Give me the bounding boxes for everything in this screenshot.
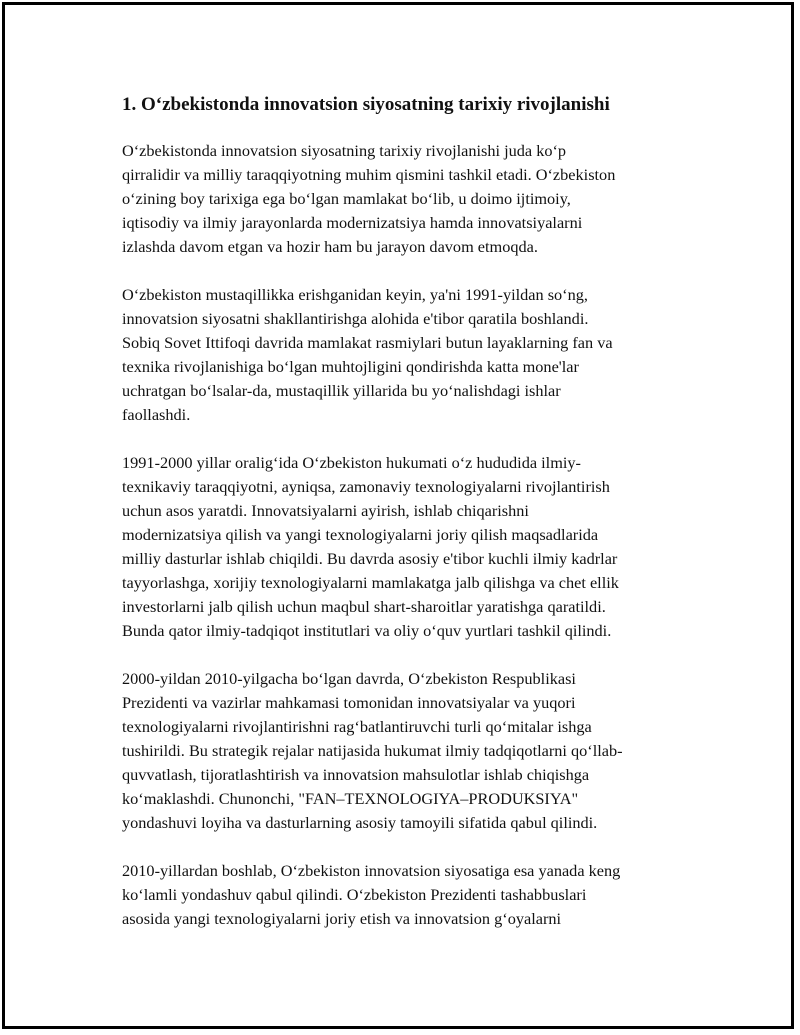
text-line: 1991-2000 yillar oralig‘ida O‘zbekiston hukumati o‘z hududida ilmiy- [122, 453, 581, 472]
text-line: uchun asos yaratdi. Innovatsiyalarni ayirish, ishlab chiqarishni [122, 501, 529, 520]
text-line: texnologiyalarni rivojlantirishni rag‘batlantiruvchi turli qo‘mitalar ishga [122, 717, 592, 736]
paragraph-4 [122, 667, 696, 835]
text-line: tushirildi. Bu strategik rejalar natijasida hukumat ilmiy tadqiqotlarni qo‘llab- [122, 741, 623, 760]
text-line: uchratgan bo‘lsalar-da, mustaqillik yillarida bu yo‘nalishdagi ishlar [122, 381, 561, 400]
paragraph-5 [122, 859, 696, 931]
text-line: ko‘lamli yondashuv qabul qilindi. O‘zbekiston Prezidenti tashabbuslari [122, 885, 587, 904]
text-line: Prezidenti va vazirlar mahkamasi tomonidan innovatsiyalar va yuqori [122, 693, 576, 712]
document-body [122, 93, 696, 955]
text-line: investorlarni jalb qilish uchun maqbul shart-sharoitlar yaratishga qaratildi. [122, 597, 606, 616]
text-line: izlashda davom etgan va hozir ham bu jarayon davom etmoqda. [122, 237, 538, 256]
paragraph-3 [122, 451, 696, 643]
text-line: qirralidir va milliy taraqqiyotning muhim qismini tashkil etadi. O‘zbekiston [122, 165, 616, 184]
paragraph-2 [122, 283, 696, 427]
text-line: o‘zining boy tarixiga ega bo‘lgan mamlakat bo‘lib, u doimo ijtimoiy, [122, 189, 571, 208]
text-line: Sobiq Sovet Ittifoqi davrida mamlakat rasmiylari butun layaklarning fan va [122, 333, 613, 352]
text-line: iqtisodiy va ilmiy jarayonlarda modernizatsiya hamda innovatsiyalarni [122, 213, 583, 232]
page-frame [2, 2, 794, 1029]
section-heading: 1. O‘zbekistonda innovatsion siyosatning tarixiy rivojlanishi [122, 94, 610, 115]
text-line: quvvatlash, tijoratlashtirish va innovatsion mahsulotlar ishlab chiqishga [122, 765, 590, 784]
text-line: modernizatsiya qilish va yangi texnologiyalarni joriy qilish maqsadlarida [122, 525, 599, 544]
text-line: tayyorlashga, xorijiy texnologiyalarni mamlakatga jalb qilishga va chet ellik [122, 573, 619, 592]
text-line: 2010-yillardan boshlab, O‘zbekiston innovatsion siyosatiga esa yanada keng [122, 861, 621, 880]
text-line: Bunda qator ilmiy-tadqiqot institutlari va oliy o‘quv yurtlari tashkil qilindi. [122, 621, 612, 640]
text-line: O‘zbekiston mustaqillikka erishganidan keyin, ya'ni 1991-yildan so‘ng, [122, 285, 588, 304]
text-line: 2000-yildan 2010-yilgacha bo‘lgan davrda, O‘zbekiston Respublikasi [122, 669, 576, 688]
text-line: O‘zbekistonda innovatsion siyosatning tarixiy rivojlanishi juda ko‘p [122, 141, 567, 160]
text-line: yondashuvi loyiha va dasturlarning asosiy tamoyili sifatida qabul qilindi. [122, 813, 598, 832]
text-line: texnika rivojlanishiga bo‘lgan muhtojligini qondirishda katta mone'lar [122, 357, 579, 376]
paragraph-1 [122, 139, 696, 259]
text-line: texnikaviy taraqqiyotni, ayniqsa, zamonaviy texnologiyalarni rivojlantirish [122, 477, 610, 496]
text-line: innovatsion siyosatni shakllantirishga alohida e'tibor qaratila boshlandi. [122, 309, 589, 328]
text-line: ko‘maklashdi. Chunonchi, "FAN–TEXNOLOGIYA–PRODUKSIYA" [122, 789, 579, 808]
text-line: milliy dasturlar ishlab chiqildi. Bu davrda asosiy e'tibor kuchli ilmiy kadrlar [122, 549, 618, 568]
text-line: faollashdi. [122, 405, 191, 424]
text-line: asosida yangi texnologiyalarni joriy etish va innovatsion g‘oyalarni [122, 909, 562, 928]
